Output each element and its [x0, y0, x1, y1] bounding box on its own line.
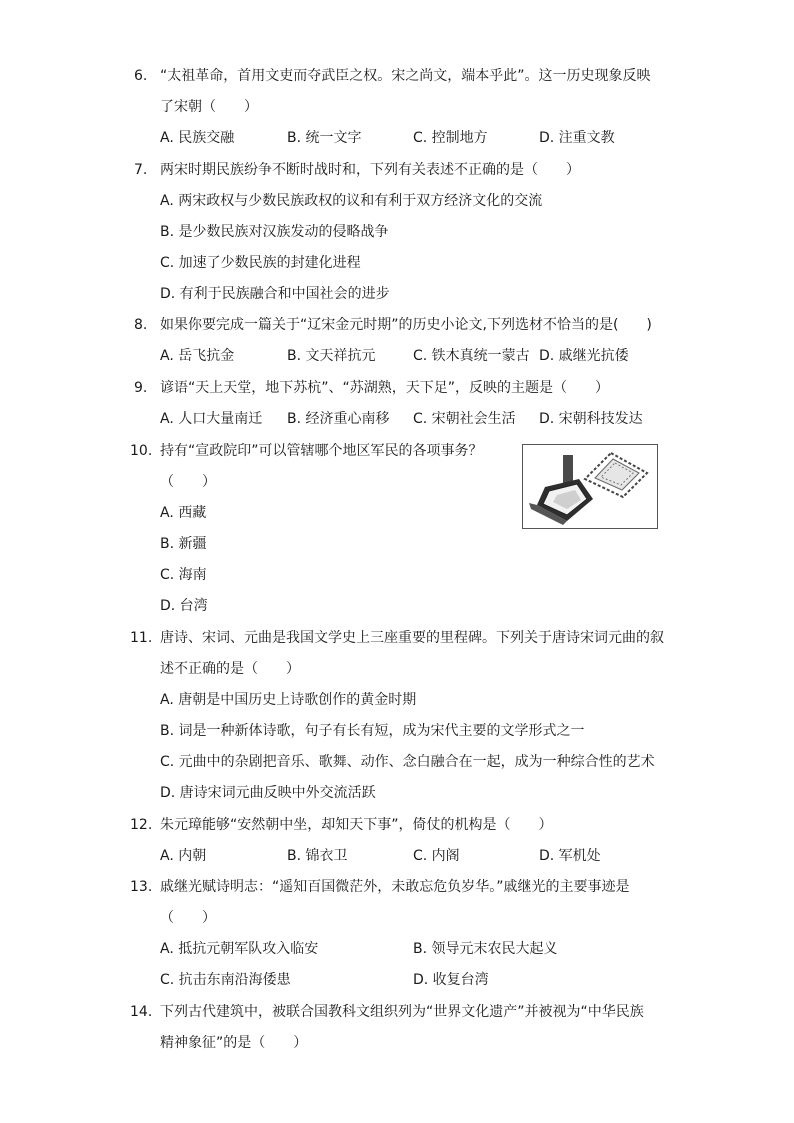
question-text: 戚继光赋诗明志：“遥知百国微茫外，未敢忘危负岁华。”戚继光的主要事迹是 [160, 879, 630, 895]
option-d: D. 注重文教 [539, 130, 615, 146]
option-d: D. 戚继光抗倭 [539, 348, 629, 364]
question-number: 14. [130, 1004, 153, 1020]
option-d: D. 军机处 [539, 848, 601, 864]
option-c: C. 控制地方 [413, 130, 488, 146]
official-seal-illustration [522, 444, 658, 529]
question-number: 11. [130, 630, 153, 646]
option-c: C. 内阁 [413, 848, 460, 864]
option-c: C. 海南 [160, 567, 207, 583]
option-a: A. 两宋政权与少数民族政权的议和有利于双方经济文化的交流 [160, 193, 543, 209]
option-b: B. 领导元末农民大起义 [413, 941, 558, 957]
option-a: A. 唐朝是中国历史上诗歌创作的黄金时期 [160, 692, 417, 708]
option-a: A. 西藏 [160, 505, 207, 521]
question-text: 下列古代建筑中，被联合国教科文组织列为“世界文化遗产”并被视为“中华民族 [160, 1004, 644, 1020]
option-b: B. 是少数民族对汉族发动的侵略战争 [160, 224, 389, 240]
question-number: 9. [134, 380, 148, 396]
question-text: （ ） [160, 474, 216, 490]
question-number: 8. [134, 317, 148, 333]
option-d: D. 收复台湾 [413, 972, 489, 988]
option-c: C. 加速了少数民族的封建化进程 [160, 255, 361, 271]
option-c: C. 铁木真统一蒙古 [413, 348, 530, 364]
option-b: B. 词是一种新体诗歌，句子有长有短，成为宋代主要的文学形式之一 [160, 723, 585, 739]
option-c: C. 宋朝社会生活 [413, 411, 516, 427]
question-number: 6. [134, 68, 148, 84]
option-d: D. 宋朝科技发达 [539, 411, 643, 427]
question-text: 谚语“天上天堂，地下苏杭”、“苏湖熟，天下足”，反映的主题是（ ） [160, 380, 610, 396]
question-number: 10. [130, 443, 153, 459]
question-text: 两宋时期民族纷争不断时战时和，下列有关表述不正确的是（ ） [160, 162, 580, 178]
option-a: A. 岳飞抗金 [160, 348, 235, 364]
option-d: D. 台湾 [160, 598, 208, 614]
question-number: 7. [134, 162, 148, 178]
question-number: 13. [130, 879, 153, 895]
option-c: C. 元曲中的杂剧把音乐、歌舞、动作、念白融合在一起，成为一种综合性的艺术 [160, 754, 655, 770]
option-a: A. 民族交融 [160, 130, 235, 146]
question-text: （ ） [160, 910, 216, 926]
option-b: B. 经济重心南移 [287, 411, 390, 427]
question-text: 精神象征”的是（ ） [160, 1035, 308, 1051]
question-text: 持有“宣政院印”可以管辖哪个地区军民的各项事务？ [160, 443, 483, 459]
option-d: D. 唐诗宋词元曲反映中外交流活跃 [160, 785, 376, 801]
seal-icon [523, 445, 657, 528]
question-number: 12. [130, 817, 153, 833]
option-b: B. 文天祥抗元 [287, 348, 376, 364]
option-a: A. 人口大量南迁 [160, 411, 263, 427]
option-b: B. 新疆 [160, 536, 207, 552]
option-c: C. 抗击东南沿海倭患 [160, 972, 291, 988]
option-b: B. 统一文字 [287, 130, 362, 146]
option-a: A. 抵抗元朝军队攻入临安 [160, 941, 319, 957]
option-b: B. 锦衣卫 [287, 848, 348, 864]
question-text: 了宋朝（ ） [160, 99, 258, 115]
question-text: 述不正确的是（ ） [160, 661, 300, 677]
question-text: 朱元璋能够“安然朝中坐，却知天下事”，倚仗的机构是（ ） [160, 817, 553, 833]
question-text: “太祖革命，首用文吏而夺武臣之权。宋之尚文，端本乎此”。这一历史现象反映 [160, 68, 651, 84]
question-text: 如果你要完成一篇关于“辽宋金元时期”的历史小论文,下列选材不恰当的是( ) [160, 317, 652, 333]
question-text: 唐诗、宋词、元曲是我国文学史上三座重要的里程碑。下列关于唐诗宋词元曲的叙 [160, 630, 664, 646]
option-a: A. 内朝 [160, 848, 207, 864]
option-d: D. 有利于民族融合和中国社会的进步 [160, 286, 390, 302]
